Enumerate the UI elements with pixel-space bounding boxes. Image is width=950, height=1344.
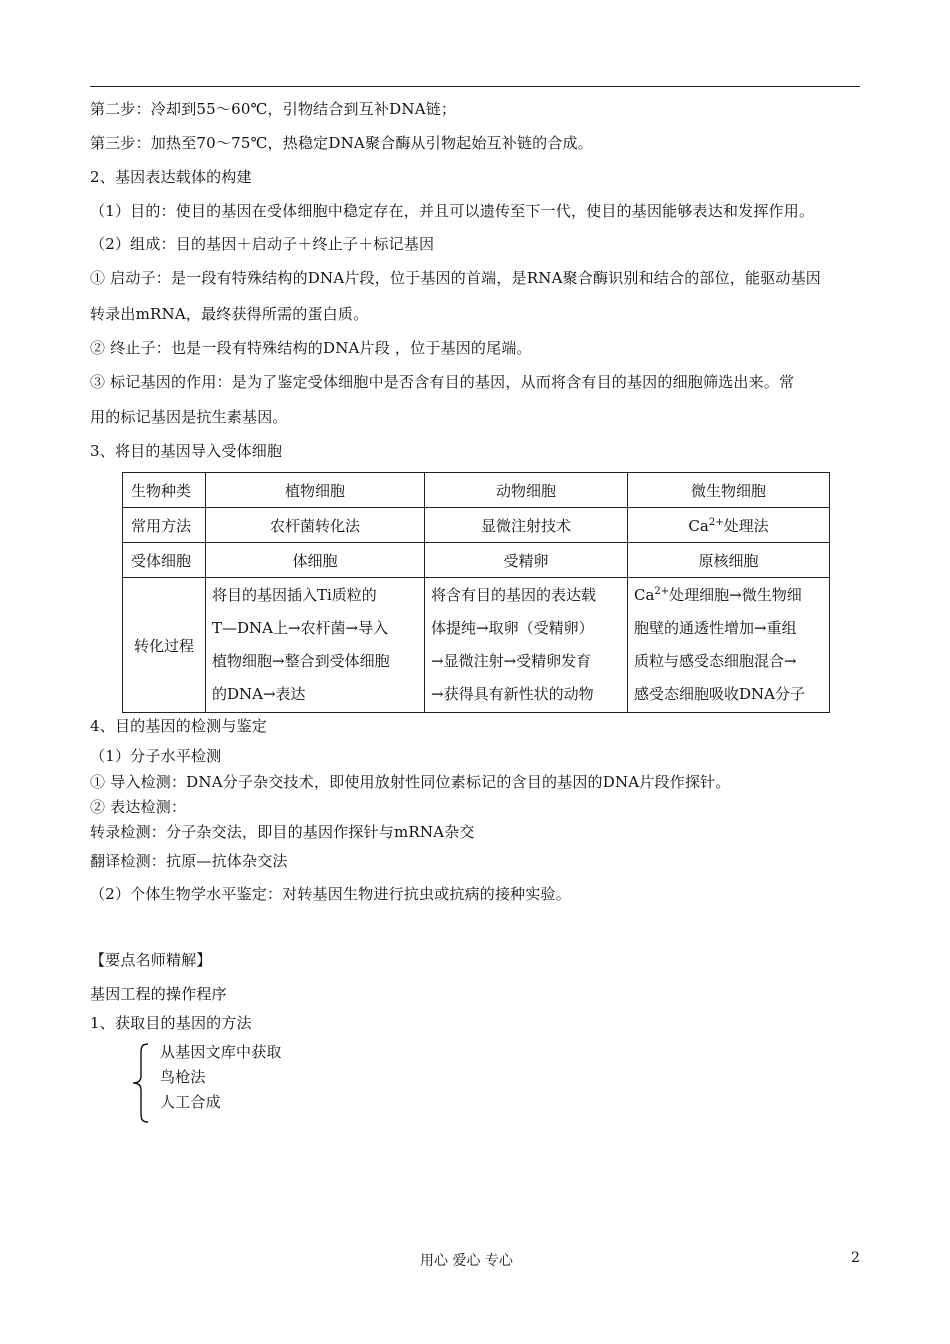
process-line: T—DNA上→农杆菌→导入 [212,619,389,637]
marker-gene-line-2: 用的标记基因是抗生素基因。 [90,408,288,426]
process-line: 的DNA→表达 [212,685,306,703]
header-rule [90,86,860,87]
table-row [123,543,830,578]
marker-gene-line-1: ③ 标记基因的作用：是为了鉴定受体细胞中是否含有目的基因，从而将含有目的基因的细胞筛选出来。常 [90,373,795,391]
transformation-table [122,472,830,713]
table-row [123,508,830,543]
cell-animal-cell: 动物细胞 [425,473,628,508]
import-detection-line: ① 导入检测：DNA分子杂交技术，即使用放射性同位素标记的含目的基因的DNA片段作探针。 [90,773,731,791]
section-2-heading: 2、基因表达载体的构建 [90,168,252,186]
terminator-line: ② 终止子：也是一段有特殊结构的DNA片段 ，位于基因的尾端。 [90,339,532,357]
cell-animal-method: 显微注射技术 [425,508,628,543]
process-line: 植物细胞→整合到受体细胞 [212,652,390,670]
cell-microbe-method [628,508,830,543]
method-suffix: 处理法 [723,516,769,535]
process-line: →获得具有新性状的动物 [431,685,594,703]
promoter-line-1: ① 启动子：是一段有特殊结构的DNA片段，位于基因的首端，是RNA聚合酶识别和结合的部位，能驱动基因 [90,269,822,287]
process-line: →显微注射→受精卵发育 [431,652,592,670]
row-label-organism: 生物种类 [123,473,206,508]
cell-animal-process [425,578,628,713]
key-points-heading: 【要点名师精解】 [90,951,212,969]
ca-charge: 2+ [708,516,724,528]
cell-plant-process [206,578,425,713]
ca-text: Ca [634,586,655,604]
process-line: 胞壁的通透性增加→重组 [634,619,797,637]
row-label-recipient: 受体细胞 [123,543,206,578]
step-three-line: 第三步：加热至70～75℃，热稳定DNA聚合酶从引物起始互补链的合成。 [90,134,593,152]
table-row [123,578,830,713]
cell-microbe-process [628,578,830,713]
left-brace-icon [130,1042,152,1124]
method-shotgun: 鸟枪法 [160,1068,206,1086]
cell-plant-recipient: 体细胞 [206,543,425,578]
section-3-heading: 3、将目的基因导入受体细胞 [90,442,283,460]
row-label-process: 转化过程 [123,578,206,713]
step-two-line: 第二步：冷却到55～60℃，引物结合到互补DNA链； [90,100,457,118]
translation-detection-line: 翻译检测：抗原—抗体杂交法 [90,852,288,870]
methods-heading: 1、获取目的基因的方法 [90,1014,252,1032]
method-gene-library: 从基因文库中获取 [160,1043,282,1061]
procedure-heading: 基因工程的操作程序 [90,985,227,1003]
process-line [634,579,823,612]
process-line: 感受态细胞吸收DNA分子 [634,685,805,703]
cell-plant-cell: 植物细胞 [206,473,425,508]
ca-text: Ca [688,516,709,535]
molecular-detection-heading: （1）分子水平检测 [90,747,222,765]
method-synthesis: 人工合成 [160,1093,221,1111]
process-line: 将目的基因插入Ti质粒的 [212,586,377,604]
cell-animal-recipient: 受精卵 [425,543,628,578]
promoter-line-2: 转录出mRNA，最终获得所需的蛋白质。 [90,305,369,323]
process-line: 质粒与感受态细胞混合→ [634,652,797,670]
composition-line: （2）组成：目的基因＋启动子＋终止子＋标记基因 [90,235,435,253]
table-row [123,473,830,508]
purpose-line: （1）目的：使目的基因在受体细胞中稳定存在，并且可以遗传至下一代，使目的基因能够表达和发挥作用。 [90,202,815,220]
process-line: 体提纯→取卵（受精卵） [431,619,594,637]
ca-charge: 2+ [654,586,670,597]
section-4-heading: 4、目的基因的检测与鉴定 [90,717,267,735]
individual-level-line: （2）个体生物学水平鉴定：对转基因生物进行抗虫或抗病的接种实验。 [90,885,571,903]
cell-plant-method: 农杆菌转化法 [206,508,425,543]
cell-microbe-cell: 微生物细胞 [628,473,830,508]
footer-motto: 用心 爱心 专心 [420,1253,513,1269]
process-text: 处理细胞→微生物细 [669,586,802,604]
expression-detection-line: ② 表达检测： [90,798,187,816]
row-label-method: 常用方法 [123,508,206,543]
process-line: 将含有目的基因的表达载 [431,586,597,604]
cell-microbe-recipient: 原核细胞 [628,543,830,578]
transcription-detection-line: 转录检测：分子杂交法，即目的基因作探针与mRNA杂交 [90,823,475,841]
page-number: 2 [851,1250,860,1266]
